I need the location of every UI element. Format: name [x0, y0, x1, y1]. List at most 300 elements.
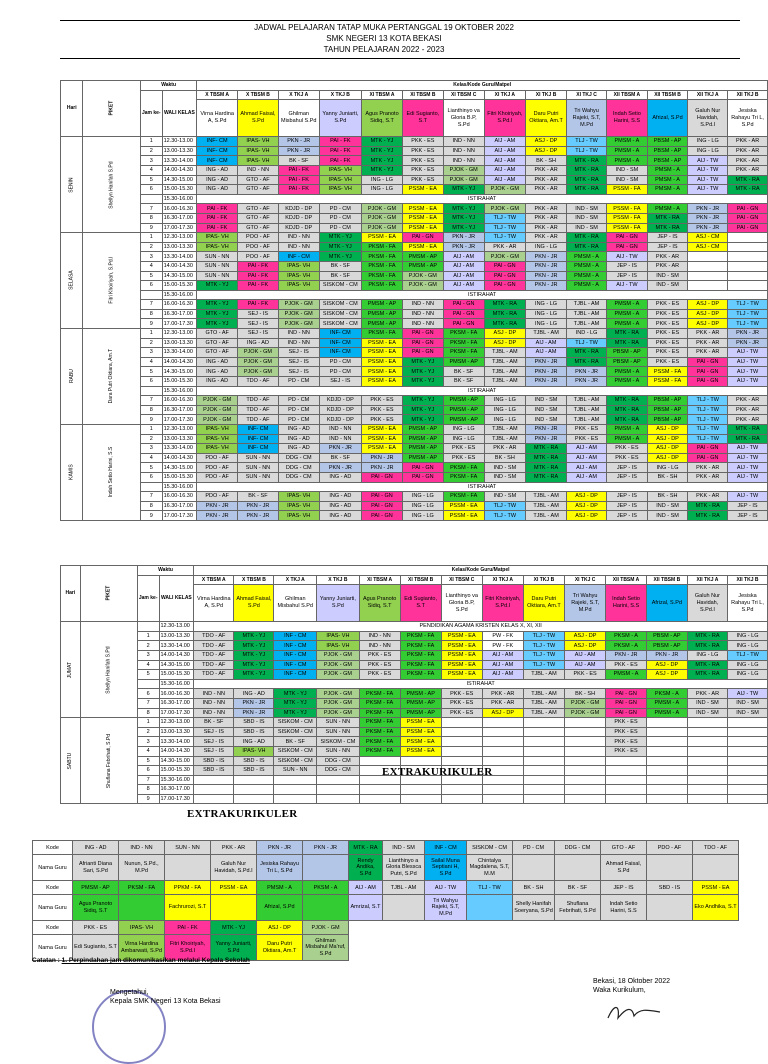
lesson-cell: KDJD - DP	[319, 415, 361, 425]
lesson-cell: SUN - NN	[317, 727, 360, 737]
lesson-cell: PJOK - GM	[362, 223, 403, 233]
lesson-cell: PKK - AR	[728, 137, 768, 147]
teacher-name-cell: Tri Wahyu Rajeki, S.T, M.Pd	[425, 895, 467, 921]
lesson-cell: IPAS- VH	[317, 641, 360, 651]
code-cell: PKK - ES	[73, 921, 119, 935]
lesson-cell: ING - LG	[728, 631, 768, 641]
lesson-cell: PJOK - GM	[565, 698, 606, 708]
lesson-cell: PAI - GN	[402, 463, 443, 473]
lesson-cell: IND - NN	[402, 319, 443, 329]
lesson-cell: MTK - YJ	[319, 252, 361, 262]
lesson-cell: PMSM - A	[607, 156, 648, 166]
lesson-cell: PKK - ES	[359, 670, 400, 680]
lesson-cell: PSSM - EA	[362, 367, 403, 377]
lesson-cell: GTO - AF	[197, 348, 238, 358]
lesson-cell: AIJ - TW	[688, 156, 728, 166]
code-cell: IPAS- VH	[119, 921, 165, 935]
lesson-cell	[234, 794, 274, 804]
lesson-cell: MTK - YJ	[362, 146, 403, 156]
schedule-row	[61, 300, 768, 310]
jam-ke-cell: 9	[137, 794, 159, 804]
lesson-cell: TJBL - AM	[566, 309, 606, 319]
time-cell: 14.00-14.30	[159, 746, 194, 756]
lesson-cell: PAI - FK	[238, 271, 279, 281]
lesson-cell: PAI - FK	[319, 146, 361, 156]
lesson-cell: MTK - YJ	[197, 281, 238, 291]
jam-ke-cell: 1	[137, 718, 159, 728]
jam-ke-cell: 5	[140, 175, 162, 185]
lesson-cell: POO - AF	[238, 233, 279, 243]
lesson-cell: PAI - FK	[197, 213, 238, 223]
lesson-cell: SISKOM - CM	[319, 309, 361, 319]
lesson-cell: MTK - RA	[687, 641, 727, 651]
lesson-cell: PKK - AR	[526, 175, 567, 185]
sig-left-line-2: Kepala SMK Negeri 13 Kota Bekasi	[110, 998, 221, 1005]
lesson-cell	[317, 794, 360, 804]
lesson-cell: PKK - AR	[728, 156, 768, 166]
lesson-cell: SEJ - IS	[319, 377, 361, 387]
lesson-cell: BK - SH	[484, 453, 526, 463]
lesson-cell	[565, 766, 606, 776]
jam-ke-cell: 9	[140, 511, 162, 521]
time-cell: 16.30-17.00	[162, 405, 197, 415]
time-cell: 15.00-15.30	[159, 766, 194, 776]
lesson-cell: TLJ - TW	[566, 146, 606, 156]
jam-ke-cell: 2	[137, 641, 159, 651]
lesson-cell: IND - NN	[319, 425, 361, 435]
lesson-cell: ASJ - CM	[688, 233, 728, 243]
class-header: XI TBSM C	[441, 575, 482, 585]
lesson-cell: PAI - GN	[402, 472, 443, 482]
lesson-cell: PKN - JR	[443, 233, 484, 243]
lesson-cell: IPAS- VH	[278, 492, 319, 502]
schedule-row	[61, 396, 768, 406]
lesson-cell: PAI - GN	[362, 472, 403, 482]
time-cell: 12.30-13.00	[162, 137, 197, 147]
lesson-cell: PMSM - AP	[362, 300, 403, 310]
lesson-cell: TLJ - TW	[688, 434, 728, 444]
teacher-name-cell: Sailal Muna Septiani H, S.Pd	[425, 855, 467, 881]
day-cell	[61, 718, 81, 804]
schedule-row	[61, 708, 768, 718]
lesson-cell: MTK - RA	[607, 338, 648, 348]
jam-ke-cell: 1	[140, 425, 162, 435]
lesson-cell: PAI - GN	[402, 329, 443, 339]
class-header: XII TBSM B	[647, 90, 688, 100]
lesson-cell: MTK - YJ	[274, 698, 317, 708]
wali-kelas-header: WALI KELAS	[162, 90, 197, 137]
lesson-cell: PKK - AR	[687, 689, 727, 699]
lesson-cell: PSSM - FA	[607, 223, 648, 233]
lesson-cell: PKSM - FA	[400, 660, 441, 670]
lesson-cell: PKK - AR	[482, 689, 523, 699]
lesson-cell: PKK - ES	[606, 737, 647, 747]
lesson-cell: IPAS- VH	[238, 146, 279, 156]
lesson-cell: PKK - AR	[728, 415, 768, 425]
lesson-cell: JEP - IS	[728, 501, 768, 511]
teacher-name-cell: Agus Pranoto Sidiq, S.T	[73, 895, 119, 921]
time-cell: 15.00-15.30	[162, 185, 197, 195]
lesson-cell: PKK - ES	[566, 434, 606, 444]
lesson-cell: PMSM - AP	[402, 434, 443, 444]
lesson-cell: INF- CM	[238, 434, 279, 444]
lesson-cell: PSSM - EA	[362, 444, 403, 454]
lesson-cell: TJBL - AM	[484, 348, 526, 358]
lesson-cell: PJOK - GM	[238, 367, 279, 377]
lesson-cell: IPAS- VH	[278, 511, 319, 521]
code-cell: TDO - AF	[693, 841, 739, 855]
lesson-cell: PMSM - A	[607, 300, 648, 310]
lesson-cell: BK - SH	[526, 156, 567, 166]
code-cell: PMSM - AP	[73, 881, 119, 895]
lesson-cell: PMSM - A	[607, 377, 648, 387]
lesson-cell: JEP - IS	[728, 511, 768, 521]
lesson-cell: IPAS- VH	[197, 444, 238, 454]
lesson-cell: GTO - AF	[238, 213, 279, 223]
lesson-cell	[359, 785, 400, 795]
lesson-cell: PJOK - GM	[484, 252, 526, 262]
lesson-cell: PJOK - GM	[238, 357, 279, 367]
teacher-code-table	[32, 840, 739, 961]
lesson-cell: IND - SM	[566, 213, 606, 223]
time-cell: 14.30-15.00	[162, 367, 197, 377]
day-label: RABU	[68, 369, 75, 384]
time-cell: 15.30-16.00	[159, 775, 194, 785]
lesson-cell: PSSM - EA	[362, 377, 403, 387]
lesson-cell: PKN - JR	[234, 698, 274, 708]
lesson-cell: PKSM - FA	[359, 689, 400, 699]
nama-guru-label: Nama Guru	[33, 895, 73, 921]
lesson-cell: PBSM - AP	[647, 137, 688, 147]
lesson-cell: PBSM - AP	[647, 405, 688, 415]
schedule-row	[61, 271, 768, 281]
lesson-cell	[728, 737, 768, 747]
lesson-cell: PKN - JR	[319, 444, 361, 454]
lesson-cell: ING - AD	[278, 444, 319, 454]
schedule-row	[61, 511, 768, 521]
time-cell: 16.00-16.30	[162, 300, 197, 310]
wali-kelas-name: Ghilman Misbahul S.Pd	[278, 100, 319, 137]
lesson-cell: SISKOM - CM	[319, 300, 361, 310]
lesson-cell: AIJ - AM	[443, 281, 484, 291]
lesson-cell: SEJ - IS	[194, 737, 234, 747]
lesson-cell: PSSM - FA	[647, 377, 688, 387]
piket-header-text: PIKET	[108, 101, 115, 116]
lesson-cell: PBSM - AP	[647, 396, 688, 406]
lesson-cell: SISKOM - CM	[274, 727, 317, 737]
piket-names	[108, 161, 116, 208]
lesson-cell: MTK - YJ	[402, 357, 443, 367]
teacher-name-cell	[467, 895, 513, 921]
class-header: XII TKJ B	[728, 90, 768, 100]
lesson-cell: PBSM - AP	[646, 631, 687, 641]
lesson-cell: PJOK - GM	[402, 281, 443, 291]
lesson-cell: BK - SH	[647, 472, 688, 482]
class-header: XII TBSM A	[606, 575, 647, 585]
jam-ke-cell: 3	[137, 737, 159, 747]
teacher-name-cell	[647, 895, 693, 921]
lesson-cell: PD - CM	[278, 405, 319, 415]
time-cell: 13.30-14.00	[162, 252, 197, 262]
code-cell: GTO - AF	[601, 841, 647, 855]
wali-kelas-header: WALI KELAS	[159, 575, 194, 622]
lesson-cell: DDG - CM	[278, 463, 319, 473]
day-label: SELASA	[68, 270, 75, 291]
schedule1-header-row-2	[61, 90, 768, 100]
lesson-cell: TJBL - AM	[484, 434, 526, 444]
code-cell: SUN - NN	[165, 841, 211, 855]
teacher-name-cell	[383, 895, 425, 921]
lesson-cell: AIJ - TW	[728, 463, 768, 473]
lesson-cell: SISKOM - CM	[319, 281, 361, 291]
code-cell: PKK - AR	[211, 841, 257, 855]
class-header: XI TKJ A	[482, 575, 523, 585]
lesson-cell: SEJ - IS	[194, 727, 234, 737]
lesson-cell: PMSM - AP	[362, 319, 403, 329]
lesson-cell: ING - LG	[402, 501, 443, 511]
lesson-cell	[359, 794, 400, 804]
schedule-row	[61, 794, 768, 804]
lesson-cell: PJOK - GM	[484, 185, 526, 195]
class-header: X TBSM A	[197, 90, 238, 100]
time-cell: 14.00-14.30	[162, 261, 197, 271]
lesson-cell: PMSM - A	[566, 261, 606, 271]
time-cell: 16.30-17.00	[159, 698, 194, 708]
teacher-name-cell: Ahmad Faisal, S.Pd	[601, 855, 647, 881]
teacher-name-cell: Edi Sugianto, S.T	[73, 935, 119, 961]
lesson-cell: ASJ - DP	[688, 319, 728, 329]
piket-name-1: Fitri Khoiriyah, S.Pd.I	[108, 257, 115, 305]
lesson-cell: TJBL - AM	[566, 405, 606, 415]
wali-kelas-name: Fitri Khoiriyah, S.Pd.I	[482, 585, 523, 622]
code-row	[33, 921, 739, 935]
wali-kelas-name: Virna Hardina A, S.Pd	[197, 100, 238, 137]
code-cell: BK - SF	[555, 881, 601, 895]
piket-names	[105, 646, 113, 693]
time-cell: 12.30-13.00	[162, 233, 197, 243]
lesson-cell	[688, 281, 728, 291]
lesson-cell	[441, 746, 482, 756]
lesson-cell: SISKOM - CM	[319, 319, 361, 329]
schedule-row	[61, 737, 768, 747]
lesson-cell	[565, 794, 606, 804]
lesson-cell: MTK - YJ	[362, 156, 403, 166]
jam-ke-cell: 6	[137, 766, 159, 776]
lesson-cell: PKN - JR	[526, 377, 567, 387]
time-cell: 17.00-17.30	[162, 415, 197, 425]
lesson-cell: TDO - AF	[238, 415, 279, 425]
lesson-cell: JEP - IS	[607, 463, 648, 473]
lesson-cell: IND - SM	[566, 223, 606, 233]
wali-kelas-name: Tri Wahyu Rajeki, S.T, M.Pd	[566, 100, 606, 137]
lesson-cell: AIJ - AM	[566, 472, 606, 482]
lesson-cell: PAI - GN	[443, 319, 484, 329]
lesson-cell: KDJD - DP	[278, 213, 319, 223]
lesson-cell: PKSM - FA	[362, 329, 403, 339]
lesson-cell: ASJ - DP	[565, 631, 606, 641]
lesson-cell: PJOK - GM	[317, 650, 360, 660]
lesson-cell: ING - LG	[728, 660, 768, 670]
lesson-cell: TDO - AF	[194, 650, 234, 660]
lesson-cell: TJBL - AM	[484, 357, 526, 367]
code-cell: JEP - IS	[601, 881, 647, 895]
jam-ke-cell: 6	[137, 689, 159, 699]
time-cell: 13.00-13.30	[159, 631, 194, 641]
jam-ke-cell: 2	[137, 727, 159, 737]
lesson-cell: JEP - IS	[607, 261, 648, 271]
lesson-cell: JEP - IS	[647, 233, 688, 243]
lesson-cell: INF- CM	[238, 444, 279, 454]
schedule-row	[61, 213, 768, 223]
lesson-cell: ING - AD	[319, 511, 361, 521]
lesson-cell: MTK - YJ	[402, 415, 443, 425]
lesson-cell	[274, 785, 317, 795]
lesson-cell	[482, 746, 523, 756]
lesson-cell: PJOK - GM	[565, 708, 606, 718]
lesson-cell: TDO - AF	[194, 670, 234, 680]
lesson-cell: MTK - RA	[526, 453, 567, 463]
teacher-name-cell: Chintalya Magdalena, S.T, M.M	[467, 855, 513, 881]
lesson-cell: TJBL - AM	[526, 501, 567, 511]
jam-ke-cell: 8	[137, 708, 159, 718]
jam-ke-cell	[137, 622, 159, 632]
lesson-cell: PSSM - EA	[402, 223, 443, 233]
jam-ke-cell: 1	[140, 233, 162, 243]
lesson-cell: PJOK - GM	[402, 271, 443, 281]
lesson-cell: PKK - AR	[728, 396, 768, 406]
lesson-cell: PKSM - FA	[362, 261, 403, 271]
lesson-cell: PSSM - EA	[362, 425, 403, 435]
lesson-cell: TJBL - AM	[566, 319, 606, 329]
lesson-cell: PKN - JR	[238, 511, 279, 521]
lesson-cell: PKK - ES	[647, 300, 688, 310]
title-rule	[60, 58, 740, 59]
lesson-cell: GTO - AF	[238, 175, 279, 185]
jam-ke-cell: 1	[140, 329, 162, 339]
lesson-cell: IND - NN	[238, 165, 279, 175]
time-cell: 13.00-13.30	[162, 242, 197, 252]
lesson-cell: PKK - ES	[402, 137, 443, 147]
lesson-cell: IPAS- VH	[317, 631, 360, 641]
time-cell: 15.30-16.00	[159, 679, 194, 689]
lesson-cell: IND - NN	[443, 137, 484, 147]
lesson-cell: PJOK - GM	[238, 348, 279, 358]
jam-ke-cell: 7	[137, 775, 159, 785]
lesson-cell: PKK - ES	[647, 329, 688, 339]
lesson-cell: BK - SF	[238, 492, 279, 502]
lesson-cell: JEP - IS	[607, 501, 648, 511]
lesson-cell: IND - NN	[359, 641, 400, 651]
lesson-cell: PAI - GN	[606, 689, 647, 699]
lesson-cell: GTO - AF	[197, 329, 238, 339]
schedule-row	[61, 137, 768, 147]
lesson-cell: PKK - AR	[688, 472, 728, 482]
schedule-row	[61, 482, 768, 492]
lesson-cell: AIJ - TW	[728, 357, 768, 367]
lesson-cell: PKN - JR	[443, 242, 484, 252]
lesson-cell	[441, 794, 482, 804]
lesson-cell: INF- CM	[197, 156, 238, 166]
lesson-cell: ING - LG	[484, 396, 526, 406]
lesson-cell: INF - CM	[274, 650, 317, 660]
lesson-cell: IND - NN	[194, 708, 234, 718]
lesson-cell: PSSM - EA	[362, 338, 403, 348]
time-cell: 13.30-14.00	[162, 444, 197, 454]
lesson-cell: IND - NN	[319, 434, 361, 444]
teacher-name-cell	[303, 855, 349, 881]
lesson-cell: PKK - AR	[526, 233, 567, 243]
piket-cell	[83, 233, 140, 329]
lesson-cell	[274, 775, 317, 785]
class-header: XI TKJ B	[523, 575, 564, 585]
lesson-cell: PSSM - EA	[441, 670, 482, 680]
document-title	[0, 22, 768, 55]
lesson-cell: IND - SM	[484, 492, 526, 502]
lesson-cell: AIJ - TW	[688, 185, 728, 195]
lesson-cell: AIJ - TW	[728, 444, 768, 454]
lesson-cell: SUN - NN	[197, 271, 238, 281]
sig-left-line-1: Mengetahui,	[110, 989, 149, 996]
kelas-header: Kelas/Kode Guru/Matpel	[197, 81, 768, 91]
time-cell: 15.00-15.30	[159, 670, 194, 680]
lesson-cell: SBD - IS	[234, 718, 274, 728]
lesson-cell: PMSM - A	[606, 670, 647, 680]
lesson-cell	[565, 785, 606, 795]
lesson-cell: PAI - GN	[402, 338, 443, 348]
lesson-cell: JEP - IS	[607, 492, 648, 502]
jam-ke-cell: 9	[140, 319, 162, 329]
lesson-cell: TLJ - TW	[484, 501, 526, 511]
lesson-cell: IND - SM	[566, 204, 606, 214]
jam-ke-cell: 4	[140, 261, 162, 271]
time-cell: 14.00-14.30	[162, 453, 197, 463]
code-row	[33, 841, 739, 855]
lesson-cell: TDO - AF	[194, 660, 234, 670]
time-cell: 16.00-16.30	[162, 396, 197, 406]
lesson-cell	[728, 794, 768, 804]
lesson-cell: ASJ - CM	[688, 242, 728, 252]
schedule-row	[61, 405, 768, 415]
teacher-name-cell: Ghilman Misbahul Ma'ruf, S.Pd	[303, 935, 349, 961]
lesson-cell: IND - NN	[443, 146, 484, 156]
lesson-cell: PKN - JR	[278, 137, 319, 147]
piket-header-text: PIKET	[105, 586, 112, 601]
lesson-cell: TLJ - TW	[484, 213, 526, 223]
break-cell: ISTIRAHAT	[194, 679, 768, 689]
code-cell: TLJ - TW	[467, 881, 513, 895]
lesson-cell: PKK - ES	[359, 660, 400, 670]
hari-header: Hari	[61, 81, 83, 137]
lesson-cell: PAI - GN	[606, 698, 647, 708]
piket-cell	[80, 718, 137, 804]
lesson-cell: MTK - RA	[566, 348, 606, 358]
lesson-cell: PAI - GN	[607, 242, 648, 252]
lesson-cell	[400, 785, 441, 795]
jam-ke-cell: 4	[140, 453, 162, 463]
teacher-name-cell: Nunun, S.Pd., M.Pd	[119, 855, 165, 881]
lesson-cell: ASJ - DP	[646, 670, 687, 680]
schedule-row	[61, 367, 768, 377]
code-cell: PKN - JR	[303, 841, 349, 855]
lesson-cell: PJOK - GM	[317, 689, 360, 699]
lesson-cell: BK - SF	[443, 377, 484, 387]
footer-note	[32, 957, 250, 964]
lesson-cell	[646, 766, 687, 776]
teacher-name-cell: Shuflana Febrihati, S.Pd	[555, 895, 601, 921]
lesson-cell: INF- CM	[319, 329, 361, 339]
class-header: X TKJ B	[317, 575, 360, 585]
lesson-cell: PKSM - FA	[359, 746, 400, 756]
